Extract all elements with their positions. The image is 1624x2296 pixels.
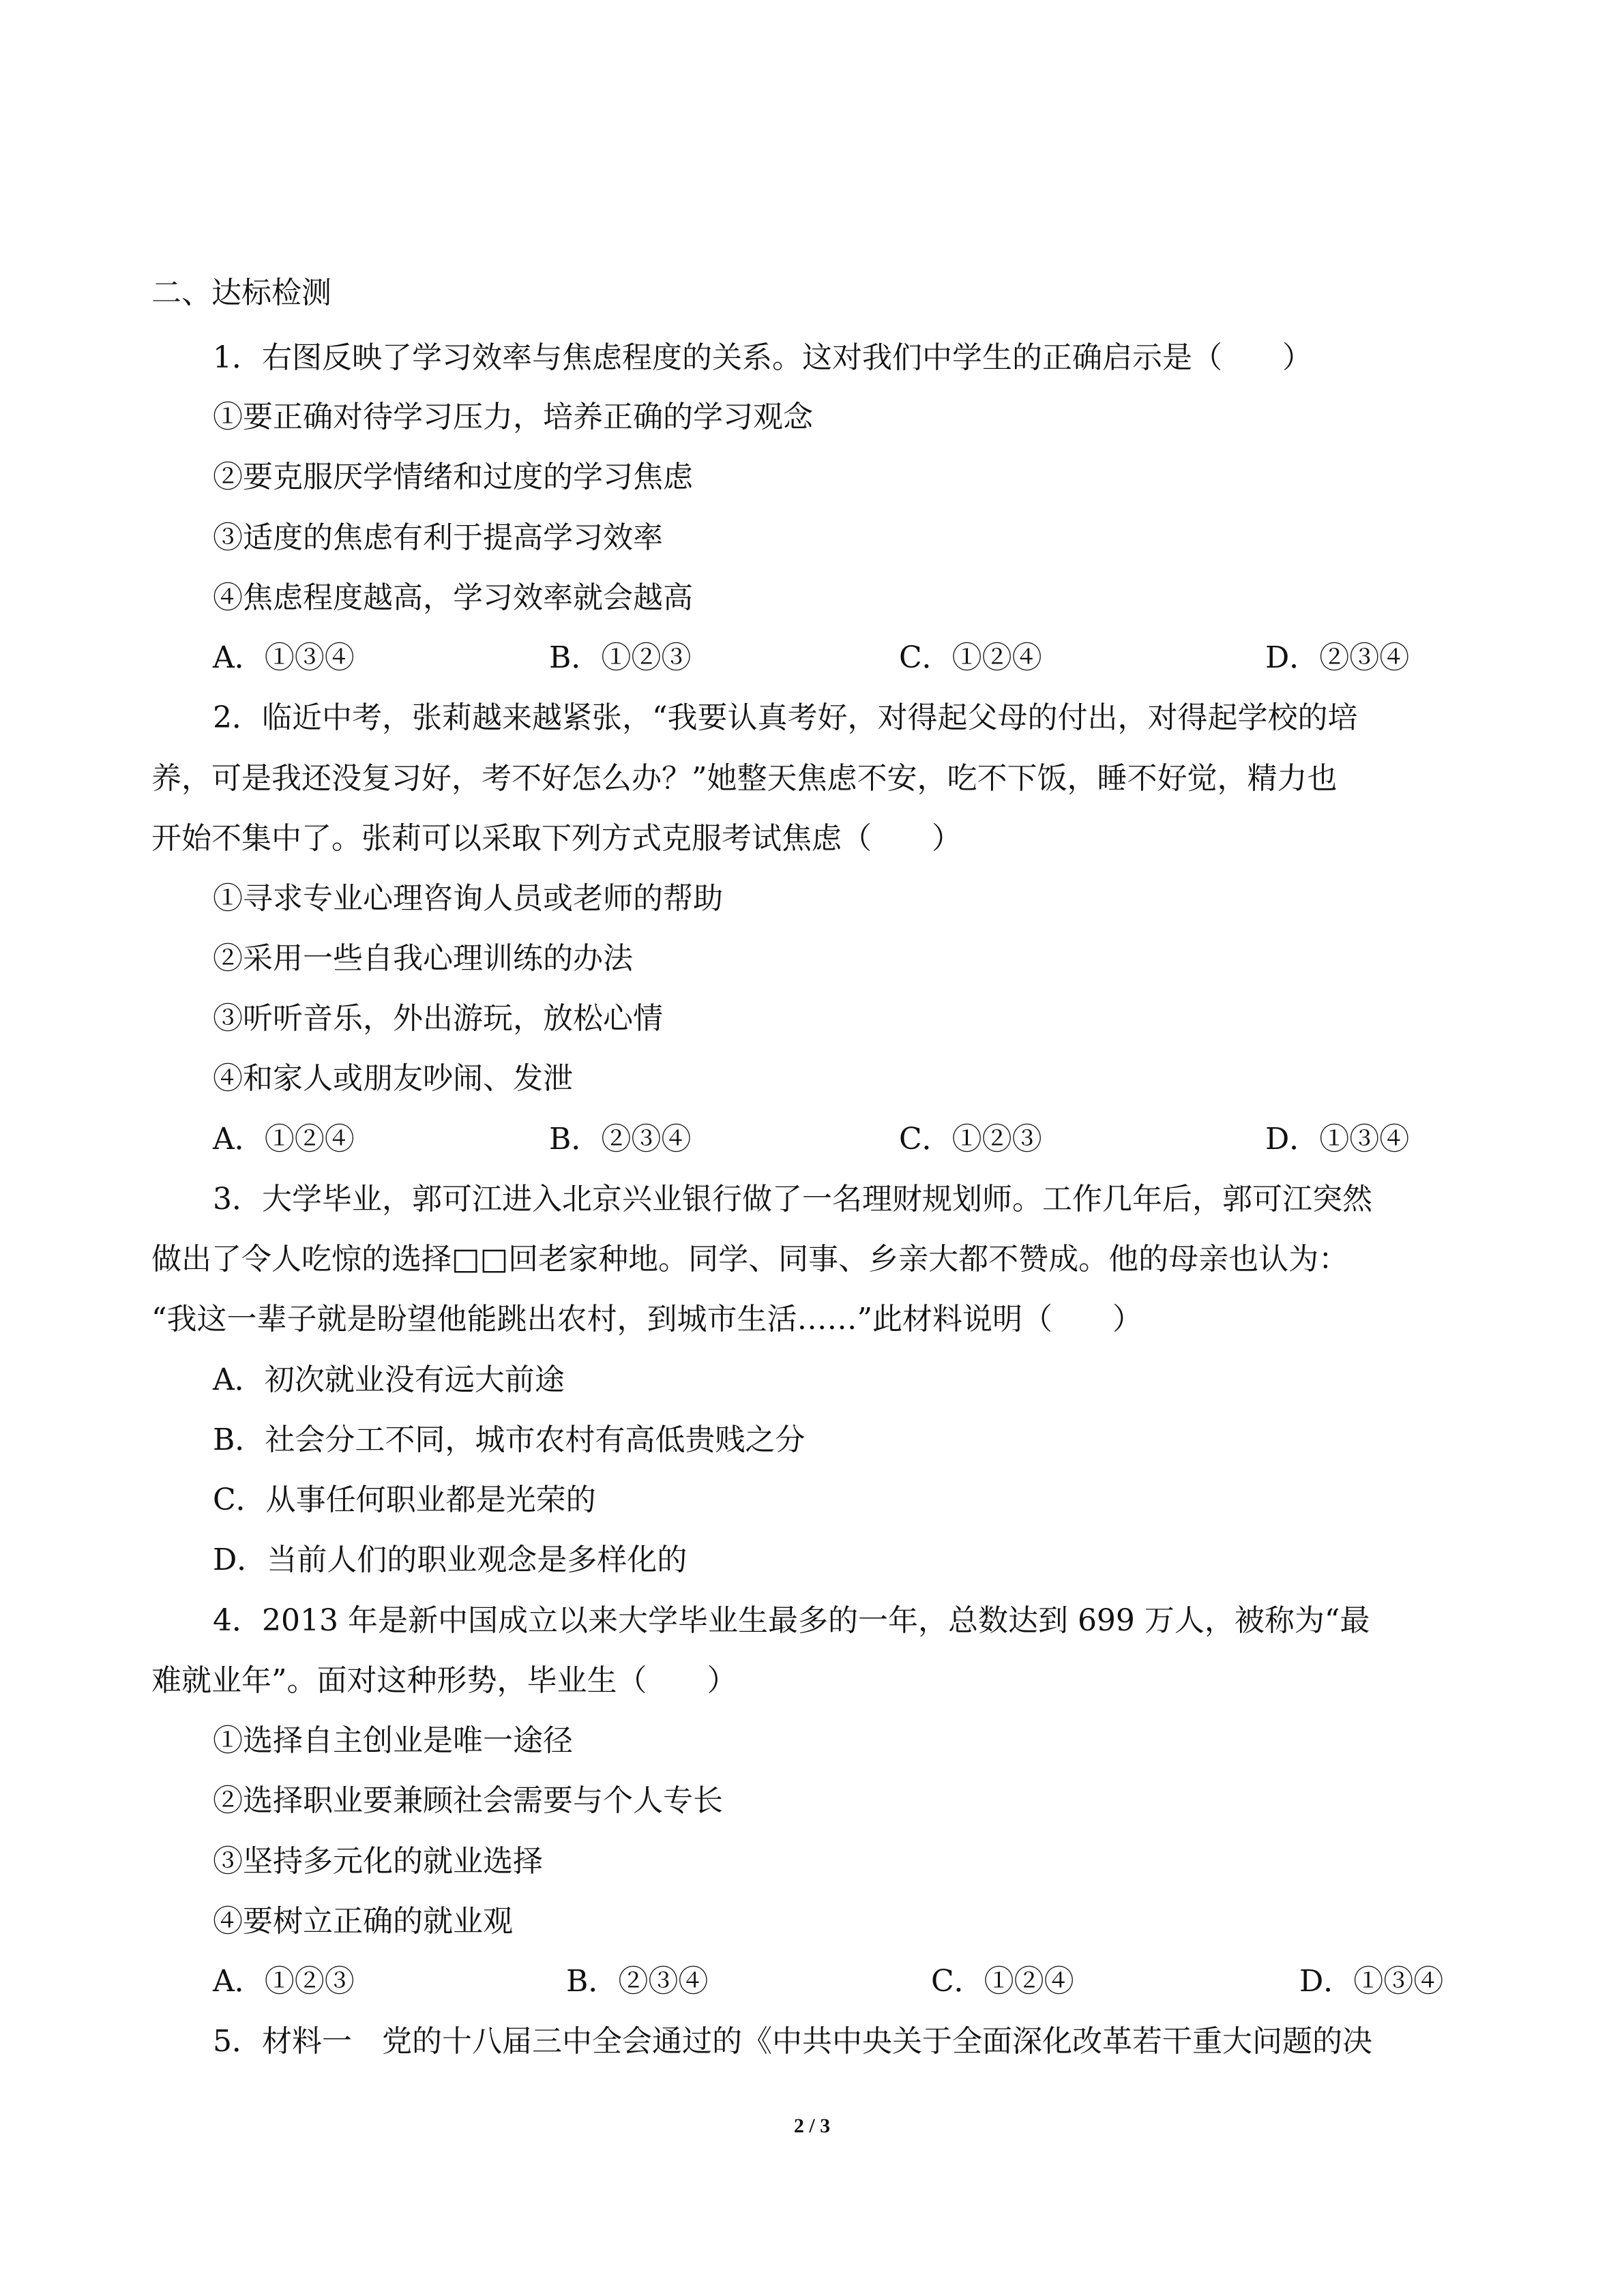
question-stem: 1．右图反映了学习效率与焦虑程度的关系。这对我们中学生的正确启示是（ ） [213,340,1312,375]
question-stem-line: 难就业年”。面对这种形势，毕业生（ ） [151,1663,737,1698]
answer-option-c: C．①②③ [899,1122,1042,1157]
answer-option-d: D．当前人们的职业观念是多样化的 [213,1542,688,1577]
choice-item: ③坚持多元化的就业选择 [213,1844,543,1879]
answer-option-d: D．①③④ [1265,1122,1410,1157]
choice-item: ①选择自主创业是唯一途径 [213,1723,573,1758]
answer-option-c: C．从事任何职业都是光荣的 [213,1482,596,1517]
answer-option-d: D．①③④ [1299,1964,1444,1999]
answer-option-a: A．初次就业没有远大前途 [213,1362,565,1397]
question-stem-line: 4．2013 年是新中国成立以来大学毕业生最多的一年，总数达到 699 万人，被称为“最 [213,1603,1370,1638]
question-stem-line: 开始不集中了。张莉可以采取下列方式克服考试焦虑（ ） [151,821,962,856]
question-stem: 5．材料一 党的十八届三中全会通过的《中共中央关于全面深化改革若干重大问题的决 [213,2024,1372,2059]
question-stem-line: 3．大学毕业，郭可江进入北京兴业银行做了一名理财规划师。工作几年后，郭可江突然 [213,1182,1372,1217]
choice-item: ③适度的焦虑有利于提高学习效率 [213,520,663,555]
answer-option-b: B．②③④ [566,1964,709,1999]
answer-option-a: A．①②③ [213,1964,355,1999]
question-stem-line: 2．临近中考，张莉越来越紧张，“我要认真考好，对得起父母的付出，对得起学校的培 [213,700,1358,735]
choice-item: ②要克服厌学情绪和过度的学习焦虑 [213,460,693,494]
choice-item: ④焦虑程度越高，学习效率就会越高 [213,580,693,615]
answer-option-a: A．①③④ [213,640,355,675]
section-title: 二、达标检测 [151,275,331,310]
answer-option-b: B．②③④ [549,1122,692,1157]
question-stem-line: 做出了令人吃惊的选择□□回老家种地。同学、同事、乡亲大都不赞成。他的母亲也认为： [151,1242,1349,1277]
choice-item: ②采用一些自我心理训练的办法 [213,941,633,976]
question-stem-line: “我这一辈子就是盼望他能跳出农村，到城市生活……”此材料说明（ ） [151,1302,1142,1337]
choice-item: ③听听音乐，外出游玩，放松心情 [213,1001,663,1036]
answer-option-d: D．②③④ [1265,640,1410,675]
answer-option-b: B．社会分工不同，城市农村有高低贵贱之分 [213,1422,806,1457]
choice-item: ②选择职业要兼顾社会需要与个人专长 [213,1783,723,1818]
answer-option-a: A．①②④ [213,1122,355,1157]
choice-item: ④和家人或朋友吵闹、发泄 [213,1061,573,1096]
choice-item: ④要树立正确的就业观 [213,1904,513,1939]
choice-item: ①要正确对待学习压力，培养正确的学习观念 [213,400,813,434]
question-stem-line: 养，可是我还没复习好，考不好怎么办？”她整天焦虑不安，吃不下饭，睡不好觉，精力也 [151,761,1338,796]
answer-option-b: B．①②③ [549,640,692,675]
answer-option-c: C．①②④ [931,1964,1074,1999]
page-number: 2 / 3 [793,2115,831,2137]
answer-option-c: C．①②④ [899,640,1042,675]
choice-item: ①寻求专业心理咨询人员或老师的帮助 [213,881,723,916]
